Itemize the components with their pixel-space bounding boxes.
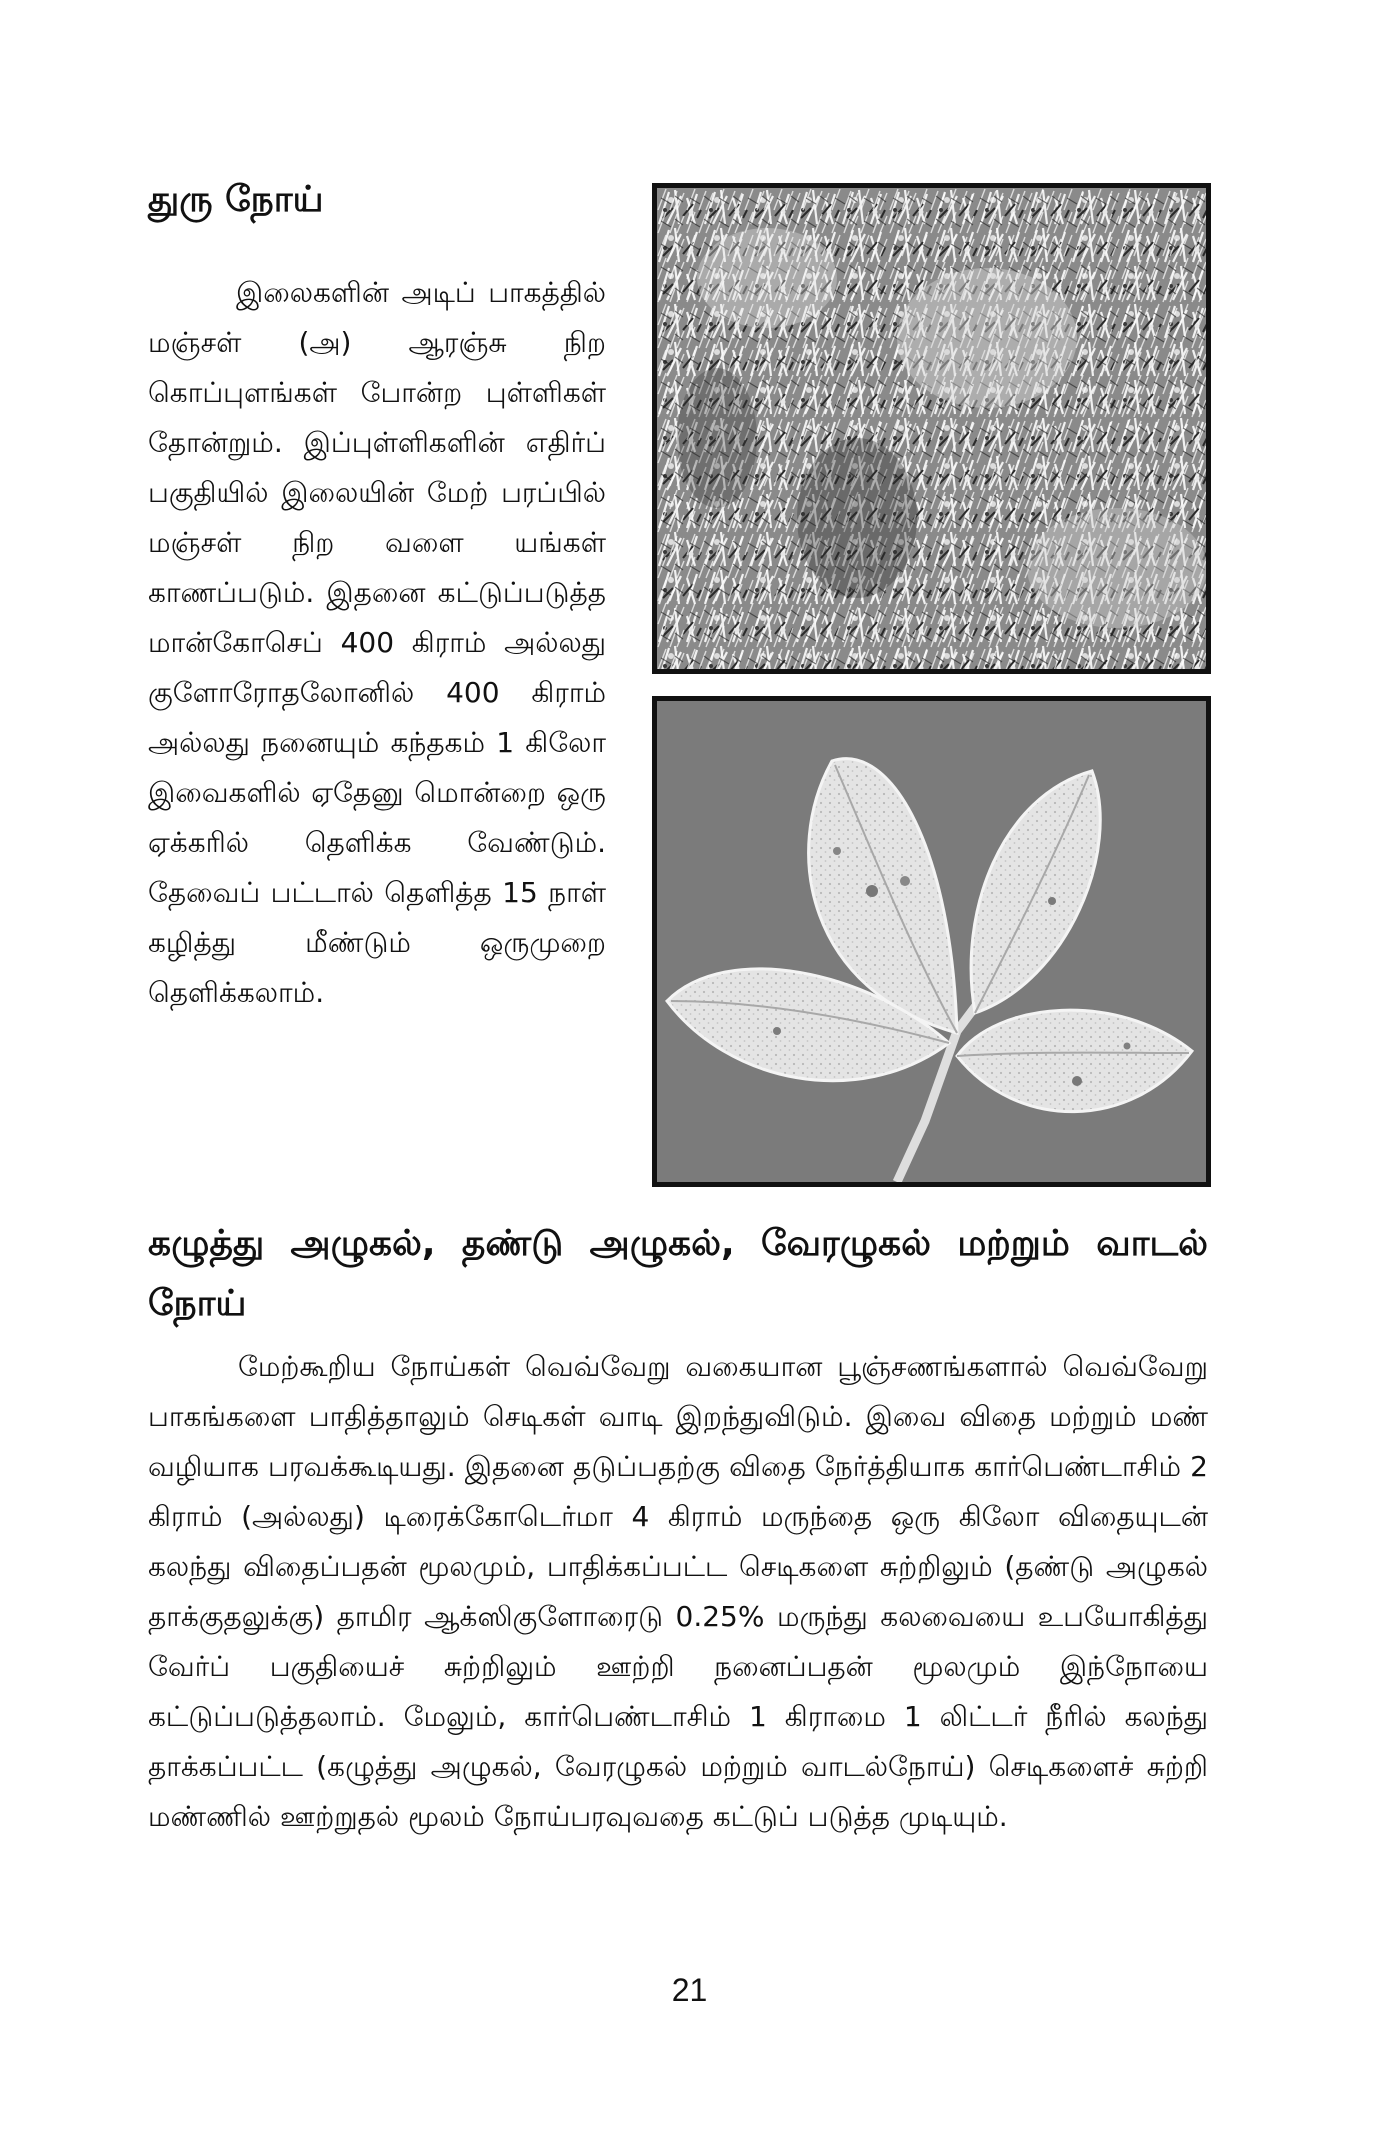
infected-field-photo xyxy=(652,183,1211,674)
infected-leaf-photo xyxy=(652,696,1211,1187)
field-photo-graphic xyxy=(657,188,1206,669)
rust-disease-text xyxy=(148,268,606,1018)
leaf-photo-graphic xyxy=(657,701,1206,1182)
rot-wilt-disease-paragraph: மேற்கூறிய நோய்கள் வெவ்வேறு வகையான பூஞ்சணங்களால் வெவ்வேறு பாகங்களை பாதித்தாலும் செடிகள் வாடி இறந்துவிடும். இவை விதை மற்றும் மண் வழியாக பரவக்கூடியது. இதனை தடுப்பதற்கு விதை நேர்த்தியாக கார்பெண்டாசிம் 2 கிராம் (அல்லது) டிரைக்கோடெர்மா 4 கிராம் மருந்தை ஒரு கிலோ விதையுடன் கலந்து விதைப்பதன் மூலமும், பாதிக்கப்பட்ட செடிகளை சுற்றிலும் (தண்டு அழுகல் தாக்குதலுக்கு) தாமிர ஆக்ஸிகுளோரைடு 0.25% மருந்து கலவையை உபயோகித்து வேர்ப் பகுதியைச் சுற்றிலும் ஊற்றி நனைப்பதன் மூலமும் இந்நோயை கட்டுப்படுத்தலாம். மேலும், கார்பெண்டாசிம் 1 கிராமை 1 லிட்டர் நீரில் கலந்து தாக்கப்பட்ட (கழுத்து அழுகல், வேரழுகல் மற்றும் வாடல்நோய்) செடிகளைச் சுற்றி மண்ணில் ஊற்றுதல் மூலம் நோய்பரவுவதை கட்டுப் படுத்த முடியும். xyxy=(148,1350,1208,1833)
rust-disease-paragraph: இலைகளின் அடிப் பாகத்தில் மஞ்சள் (அ) ஆரஞ்சு நிற கொப்புளங்கள் போன்ற புள்ளிகள் தோன்றும். இப்புள்ளிகளின் எதிர்ப் பகுதியில் இலையின் மேற் பரப்பில் மஞ்சள் நிற வளை யங்கள் காணப்படும். இதனை கட்டுப்படுத்த மான்கோசெப் 400 கிராம் அல்லது குளோரோதலோனில் 400 கிராம் அல்லது நனையும் கந்தகம் 1 கிலோ இவைகளில் ஏதேனு மொன்றை ஒரு ஏக்கரில் தெளிக்க வேண்டும். தேவைப் பட்டால் தெளித்த 15 நாள் கழித்து மீண்டும் ஒருமுறை தெளிக்கலாம். xyxy=(148,276,606,1009)
rust-disease-heading: துரு நோய் xyxy=(148,179,324,220)
rot-wilt-disease-heading: கழுத்து அழுகல், தண்டு அழுகல், வேரழுகல் மற்றும் வாடல் நோய் xyxy=(148,1223,1208,1324)
page-number: 21 xyxy=(671,1972,708,2008)
